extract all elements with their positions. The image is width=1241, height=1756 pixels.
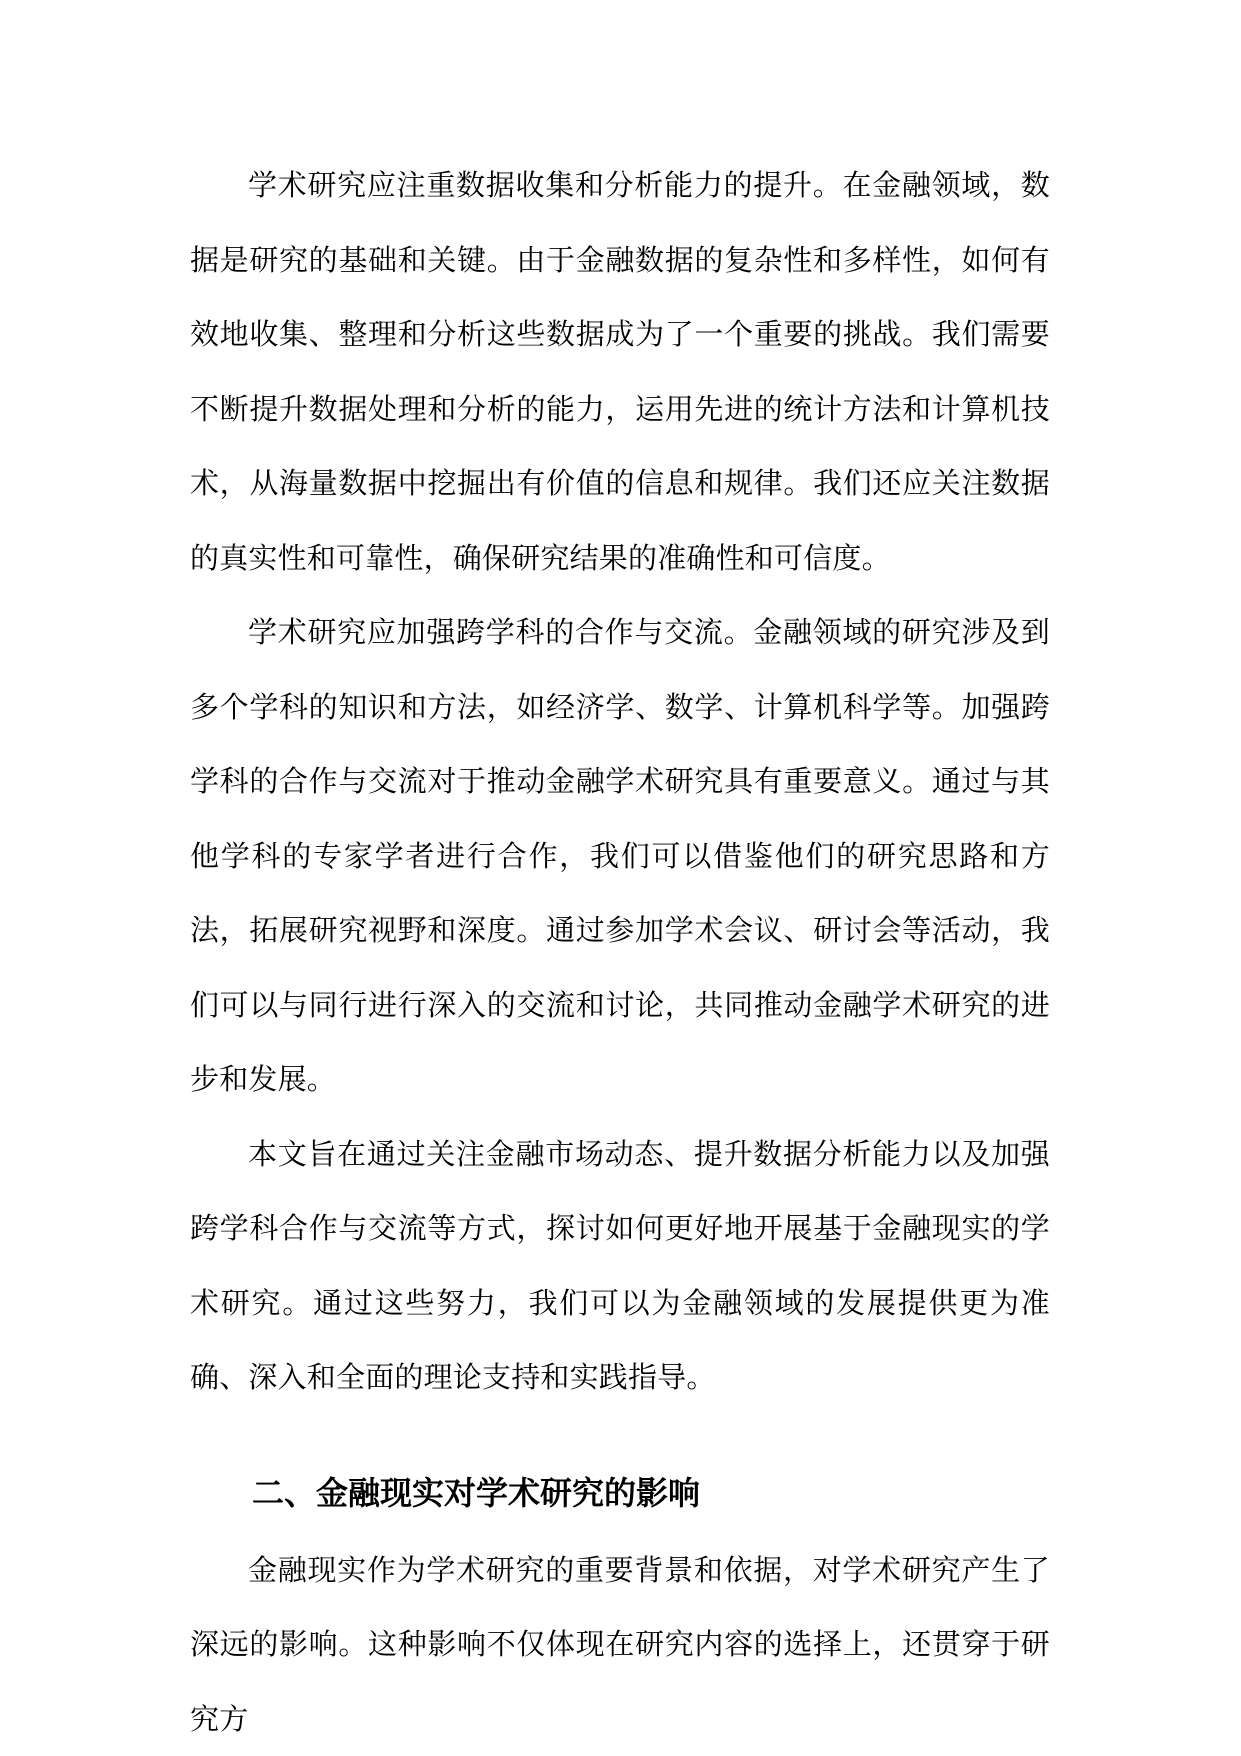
paragraph-interdisciplinary: 学术研究应加强跨学科的合作与交流。金融领域的研究涉及到多个学科的知识和方法，如经济学、数学、计算机科学等。加强跨学科的合作与交流对于推动金融学术研究具有重要意义。通过与其他学科的专家学者进行合作，我们可以借鉴他们的研究思路和方法，拓展研究视野和深度。通过参加学术会议、研讨会等活动，我们可以与同行进行深入的交流和讨论，共同推动金融学术研究的进步和发展。 [190,595,1050,1117]
paragraph-data-analysis: 学术研究应注重数据收集和分析能力的提升。在金融领域，数据是研究的基础和关键。由于金融数据的复杂性和多样性，如何有效地收集、整理和分析这些数据成为了一个重要的挑战。我们需要不断提升数据处理和分析的能力，运用先进的统计方法和计算机技术，从海量数据中挖掘出有价值的信息和规律。我们还应关注数据的真实性和可靠性，确保研究结果的准确性和可信度。 [190,148,1050,595]
section-heading: 二、金融现实对学术研究的影响 [190,1463,1050,1523]
paragraph-purpose: 本文旨在通过关注金融市场动态、提升数据分析能力以及加强跨学科合作与交流等方式，探讨如何更好地开展基于金融现实的学术研究。通过这些努力，我们可以为金融领域的发展提供更为准确、深入和全面的理论支持和实践指导。 [190,1117,1050,1415]
paragraph-influence: 金融现实作为学术研究的重要背景和依据，对学术研究产生了深远的影响。这种影响不仅体现在研究内容的选择上，还贯穿于研究方 [190,1533,1050,1756]
document-body [190,148,1050,1756]
